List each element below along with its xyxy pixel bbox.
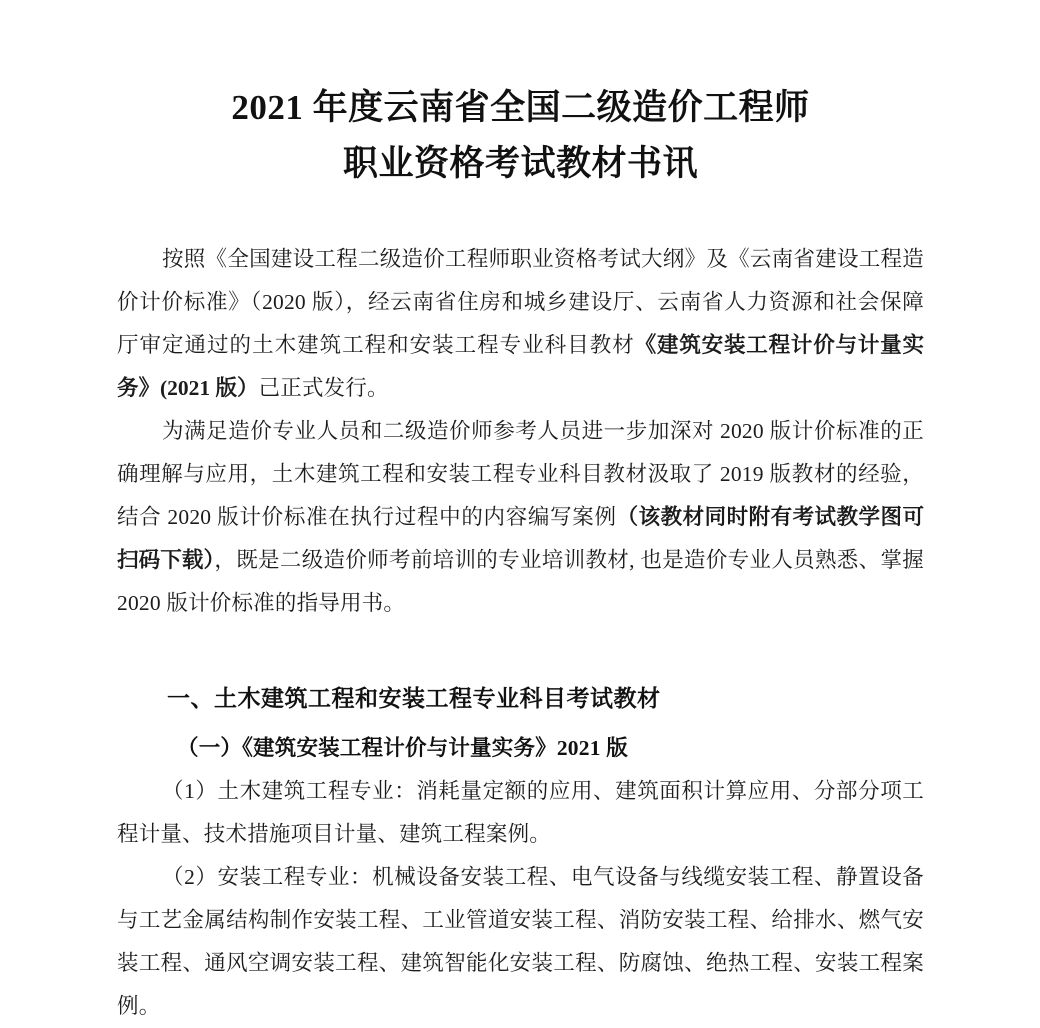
text-run: 己正式发行。: [258, 376, 389, 400]
paragraph-intro: [117, 238, 924, 410]
section-heading-1: 一、土木建筑工程和安装工程专业科目考试教材: [167, 686, 661, 711]
list-item: （2）安装工程专业：机械设备安装工程、电气设备与线缆安装工程、静置设备与工艺金属结构制作安装工程、工业管道安装工程、消防安装工程、给排水、燃气安装工程、通风空调安装工程、建筑智能化安装工程、防腐蚀、绝热工程、安装工程案例。: [117, 865, 924, 1018]
emphasis-run: （该教材同时附有考试教学图可扫码下载）: [117, 505, 924, 572]
document-title-line-2: 职业资格考试教材书讯: [342, 144, 698, 183]
subsection-heading-1: （一）《建筑安装工程计价与计量实务》2021 版: [177, 736, 628, 760]
document-title-line-1: 2021 年度云南省全国二级造价工程师: [231, 88, 810, 127]
list-item: （1）土木建筑工程专业：消耗量定额的应用、建筑面积计算应用、分部分项工程计量、技术措施项目计量、建筑工程案例。: [117, 779, 924, 846]
text-run: 按照《全国建设工程二级造价工程师职业资格考试大纲》及《云南省建设工程造价计价标准》（2020 版），经云南省住房和城乡建设厅、云南省人力资源和社会保障厅审定通过的土木建筑工程和安装工程专业科目教材: [117, 247, 924, 357]
spacer-before-intro: [117, 192, 924, 238]
spacer-before-section-heading: [117, 625, 924, 677]
text-run: 为满足造价专业人员和二级造价师参考人员进一步加深对 2020 版计价标准的正确理解与应用，土木建筑工程和安装工程专业科目教材汲取了 2019 版教材的经验，结合 2020 版计价标准在执行过程中的内容编写案例: [117, 419, 924, 529]
spacer-after-section-heading: [117, 720, 924, 727]
emphasis-run: 《建筑安装工程计价与计量实务》(2021 版）: [117, 333, 924, 400]
paragraph-purpose: [117, 410, 924, 625]
document-body: [117, 0, 924, 1028]
document-title: [117, 0, 924, 192]
text-run: ，既是二级造价师考前培训的专业培训教材, 也是造价专业人员熟悉、掌握 2020 版计价标准的指导用书。: [117, 548, 924, 615]
